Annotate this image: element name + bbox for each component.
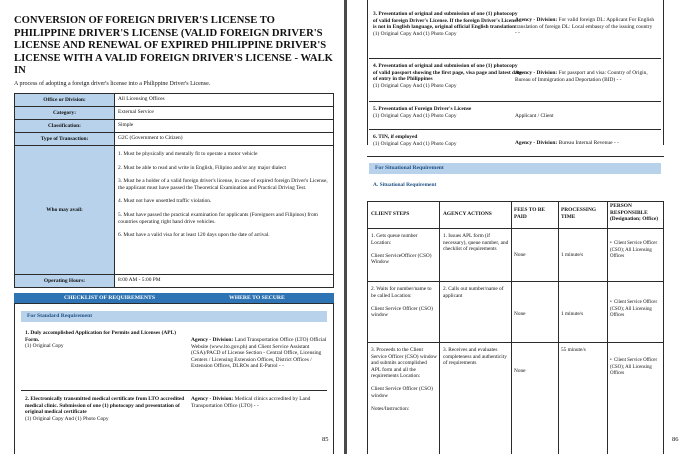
requirement-3-where xyxy=(515,17,655,37)
fees: None xyxy=(514,311,526,317)
agency-value: Bureau Internal Revenue - - xyxy=(558,140,619,146)
info-value: G2C (Government to Citizen) xyxy=(115,133,334,146)
requirement-copy: (1) Original Copy And (1) Photo Copy xyxy=(373,30,457,37)
agency-label: Agency - Division: xyxy=(515,70,558,76)
table-col xyxy=(558,201,559,454)
info-label: Type of Transaction: xyxy=(15,133,115,146)
requirement-item: 6. Must have a valid visa for at least 120 days upon the date of arrival. xyxy=(118,232,270,239)
person-responsible: • Client Service Officer (CSO); All Licensing Offices xyxy=(610,300,658,318)
requirement-title: 1. Duly accomplished Application for Permits and Licenses (APL) Form. xyxy=(25,330,176,343)
table-col xyxy=(607,201,608,454)
requirement-title: 6. TIN, if employed xyxy=(373,134,418,140)
info-table xyxy=(14,93,334,288)
requirement-item: 3. Must be a holder of a valid foreign driver's license, in case of expired foreign Driver's License, the applicant must have passed the Theoretical Examination and Practical Driving Test. xyxy=(118,178,328,191)
requirement-1 xyxy=(25,330,185,350)
person-responsible: • Client Service Officer (CSO); All Licensing Offices xyxy=(610,241,658,259)
info-label: Office or Division: xyxy=(15,94,115,107)
info-row xyxy=(15,275,334,288)
requirement-title: 3. Presentation of original and submission of one (1) photocopy of valid foreign Driver's License. If the foreign Driver's License is not in English language, original official English translation xyxy=(373,11,519,31)
table-col xyxy=(511,201,512,454)
client-step: 3. Proceeds to the Client Service Officer (CSO) window and submits accomplished APL form and all the requirements Location: Client Service Officer (CSO) window Notes/Instruction: xyxy=(371,347,437,412)
agency-value: Land Transportation Office (LTO) Official Website (www.lto.gov.ph) and Client Service Assistant (CSA)/PACD of License Section - Central Office, Licensing Centers / Licensing Extension Offices, District Offices / Extension Offices, DLROs and E-Patrol - - xyxy=(191,337,327,370)
standard-requirement-bar: For Standard Requirement xyxy=(21,311,327,322)
requirement-title: 5. Presentation of Foreign Driver's License xyxy=(373,106,472,112)
agency-label: Agency - Division: xyxy=(515,17,558,23)
table-top xyxy=(367,201,664,202)
info-row xyxy=(15,94,334,107)
info-value: Simple xyxy=(115,120,334,133)
requirement-2-where xyxy=(191,396,331,409)
client-step: 1. Gets queue number Location: Client ServiceOfficer (CSO) Window xyxy=(371,233,432,265)
divider xyxy=(367,156,664,157)
requirement-1-where xyxy=(191,337,331,370)
document-title: CONVERSION OF FOREIGN DRIVER'S LICENSE TO PHILIPPINE DRIVER'S LICENSE (VALID FOREIGN DRIVER'S LICENSE AND RENEWAL OF EXPIRED PHILIPPINE DRIVER'S LICENSE WITH A VALID FOREIGN DRIVER'S LICENSE - WALK IN xyxy=(14,15,333,77)
checklist-header: CHECKLIST OF REQUIREMENTS xyxy=(64,294,156,301)
info-value: External Service xyxy=(115,107,334,120)
table-row-divider xyxy=(367,281,664,282)
intro-text: A process of adopting a foreign driver's license into a Philippine Driver's License. xyxy=(14,81,211,87)
requirement-4-where xyxy=(515,70,655,83)
requirement-5-where: Applicant / Client xyxy=(515,113,554,119)
situational-subheading: A. Situational Requirement xyxy=(373,182,437,188)
divider xyxy=(369,129,661,130)
processing-time: 1 minute/s xyxy=(561,311,584,317)
info-value: All Licensing Offices xyxy=(115,94,334,107)
requirement-copy: (1) Original Copy xyxy=(25,343,64,350)
agency-label: Agency - Division: xyxy=(191,396,234,402)
agency-value: For valid foreign DL: Applicant For English translation of foreign DL: Local embassy of the issuing country - - xyxy=(515,17,655,37)
info-row xyxy=(15,133,334,146)
column-header: PROCESSING TIME xyxy=(561,207,597,220)
divider xyxy=(369,58,661,59)
requirement-6 xyxy=(373,134,523,147)
divider xyxy=(21,390,327,391)
requirement-item: 2. Must be able to read and write in English, Filipino and/or any major dialect xyxy=(118,164,286,171)
info-row xyxy=(15,120,334,133)
table-col xyxy=(367,201,368,454)
page-number: 86 xyxy=(672,436,679,443)
info-value: 8:00 AM - 5:00 PM xyxy=(115,275,334,288)
situational-requirement-bar: For Situational Requirement xyxy=(369,163,661,174)
fees: None xyxy=(514,368,526,374)
client-step: 2. Waits for number/name to be called Location: Client Service Officer (CSO) window xyxy=(371,286,433,318)
page-number: 85 xyxy=(322,436,329,443)
bullet-icon: • xyxy=(610,300,612,305)
requirement-6-where xyxy=(515,140,655,147)
bullet-icon: • xyxy=(610,358,612,363)
processing-time: 1 minute/s xyxy=(561,252,584,258)
table-col xyxy=(439,201,440,454)
table-col xyxy=(663,201,664,454)
requirement-2 xyxy=(25,396,185,422)
table-header-bottom xyxy=(367,228,664,229)
agency-action: 3. Receives and evaluates completeness and authenticity of requirements xyxy=(443,347,507,366)
requirement-title: 2. Electronically transmitted medical certificate from LTO accredited medical clinic. Submission of one (1) photocopy and presentation of original medical certificate xyxy=(25,396,185,416)
requirement-title: 4. Presentation of original and submission of one (1) photocopy of valid passport showing the first page, visa page and latest date of entry in the Philippines xyxy=(373,63,522,83)
frame-right xyxy=(663,0,664,145)
requirement-item: 4. Must not have unsettled traffic violation. xyxy=(118,198,212,205)
requirement-4 xyxy=(373,63,523,89)
bullet-icon: • xyxy=(610,241,612,246)
person-responsible: • Client Service Officer (CSO); All Licensing Offices xyxy=(610,358,658,376)
requirements-box xyxy=(14,303,334,454)
column-header: CLIENT STEPS xyxy=(371,211,410,217)
left-page xyxy=(0,0,344,454)
requirement-copy: (1) Original Copy And (1) Photo Copy xyxy=(373,140,457,147)
frame-left xyxy=(367,0,368,145)
info-row xyxy=(15,107,334,120)
info-label: Classification: xyxy=(15,120,115,133)
column-header: AGENCY ACTIONS xyxy=(443,211,492,217)
column-header: PERSON RESPONSIBLE (Designation; Office) xyxy=(610,203,659,222)
requirement-item: 5. Must have passed the practical examination for applicants (Foreigners and Filipinos) from countries operating right hand drive vehicles. xyxy=(118,211,318,225)
info-label: Who may avail: xyxy=(15,146,115,275)
agency-value: Medical clinics accredited by Land Transportation Office (LTO) - - xyxy=(191,396,311,409)
column-header: FEES TO BE PAID xyxy=(514,207,545,220)
requirement-copy: (1) Original Copy And (1) Photo Copy xyxy=(25,415,109,422)
table-row-divider xyxy=(367,342,664,343)
info-label: Category: xyxy=(15,107,115,120)
processing-time: 55 minute/s xyxy=(561,347,586,353)
requirement-5 xyxy=(373,106,523,119)
info-row-who-may-avail xyxy=(15,146,334,275)
checklist-header-bar xyxy=(14,293,334,303)
agency-action: 1. Issues APL form (if necessary), queue number, and checklist of requirements xyxy=(443,233,509,252)
fees: None xyxy=(514,252,526,258)
requirement-copy: (1) Original Copy And (1) Photo Copy xyxy=(373,112,457,119)
right-page xyxy=(347,0,690,454)
where-header: WHERE TO SECURE xyxy=(229,294,285,301)
requirement-3 xyxy=(373,11,523,37)
agency-label: Agency - Division: xyxy=(191,337,234,343)
agency-value: For passport and visa: Country of Origin, Bureau of Immigration and Deportation (BID) - - xyxy=(515,70,648,83)
divider xyxy=(369,101,661,102)
agency-action: 2. Calls out number/name of applicant xyxy=(443,286,504,299)
agency-label: Agency - Division: xyxy=(515,140,558,146)
requirement-copy: (1) Original Copy And (1) Photo Copy xyxy=(373,82,457,89)
who-may-avail-list xyxy=(115,146,334,275)
requirement-item: 1. Must be physically and mentally fit to operate a motor vehicle xyxy=(118,151,258,157)
info-label: Operating Hours: xyxy=(15,275,115,288)
